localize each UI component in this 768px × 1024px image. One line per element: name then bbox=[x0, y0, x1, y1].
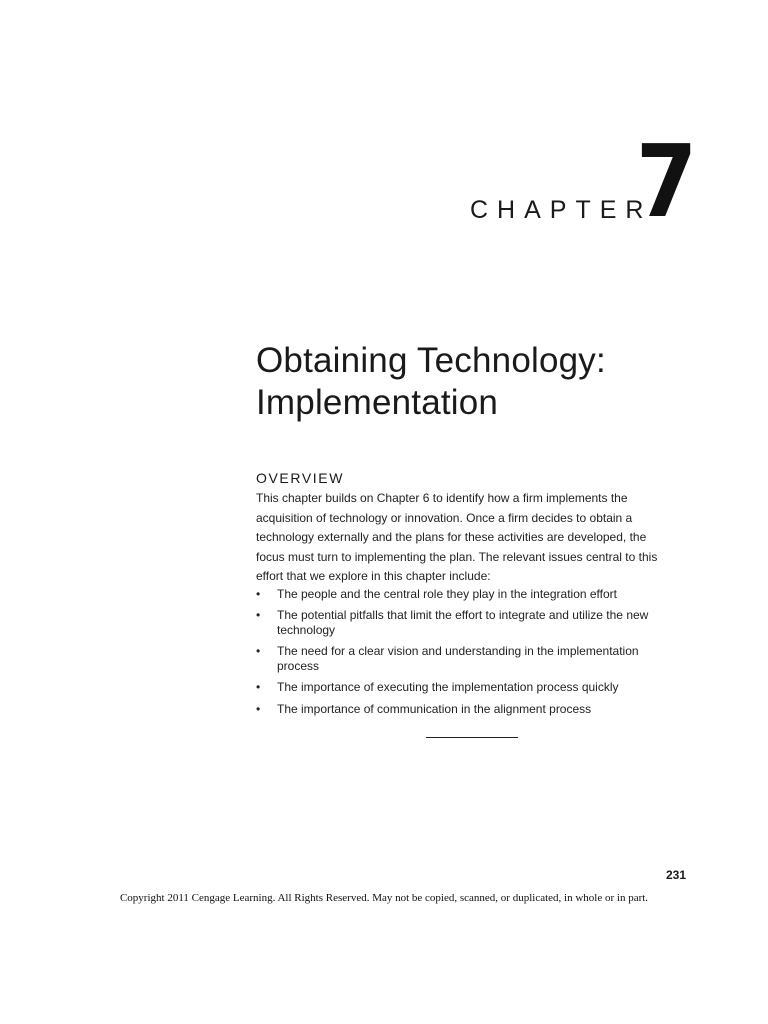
list-item-text: The need for a clear vision and understanding in the implementation process bbox=[277, 644, 639, 673]
list-item-text: The potential pitfalls that limit the effort to integrate and utilize the new technology bbox=[277, 608, 649, 637]
chapter-title bbox=[256, 340, 696, 424]
page-number: 231 bbox=[665, 868, 686, 882]
chapter-title-line-1: Obtaining Technology: bbox=[256, 341, 606, 380]
bullet-icon: • bbox=[256, 701, 261, 716]
chapter-header bbox=[440, 123, 700, 240]
list-item bbox=[256, 702, 676, 717]
bullet-icon: • bbox=[256, 644, 261, 658]
bullet-icon: • bbox=[256, 608, 261, 622]
list-item bbox=[256, 644, 676, 673]
chapter-label: CHAPTER bbox=[470, 196, 653, 224]
overview-heading: OVERVIEW bbox=[256, 470, 345, 486]
overview-bullet-list bbox=[256, 587, 676, 717]
list-item bbox=[256, 680, 676, 695]
overview-paragraph: This chapter builds on Chapter 6 to identify how a firm implements the acquisition of technology or innovation. Once a firm decides to obtain a technology externally and the plans for these activities are developed, the focus must turn to implementing the plan. The relevant issues central to this effort that we explore in this chapter include: bbox=[256, 491, 658, 583]
list-item-text: The people and the central role they play in the integration effort bbox=[277, 586, 618, 601]
section-divider bbox=[426, 737, 518, 738]
chapter-number: 7 bbox=[636, 123, 698, 240]
copyright-notice: Copyright 2011 Cengage Learning. All Rights Reserved. May not be copied, scanned, or duplicated, in whole or in part. bbox=[119, 892, 649, 904]
overview-section bbox=[256, 469, 676, 723]
bullet-icon: • bbox=[256, 586, 261, 601]
bullet-icon: • bbox=[256, 680, 261, 694]
chapter-title-line-2: Implementation bbox=[256, 383, 499, 422]
list-item bbox=[256, 587, 676, 602]
list-item-text: The importance of executing the implementation process quickly bbox=[277, 680, 619, 694]
list-item bbox=[256, 608, 676, 637]
list-item-text: The importance of communication in the alignment process bbox=[277, 701, 592, 716]
